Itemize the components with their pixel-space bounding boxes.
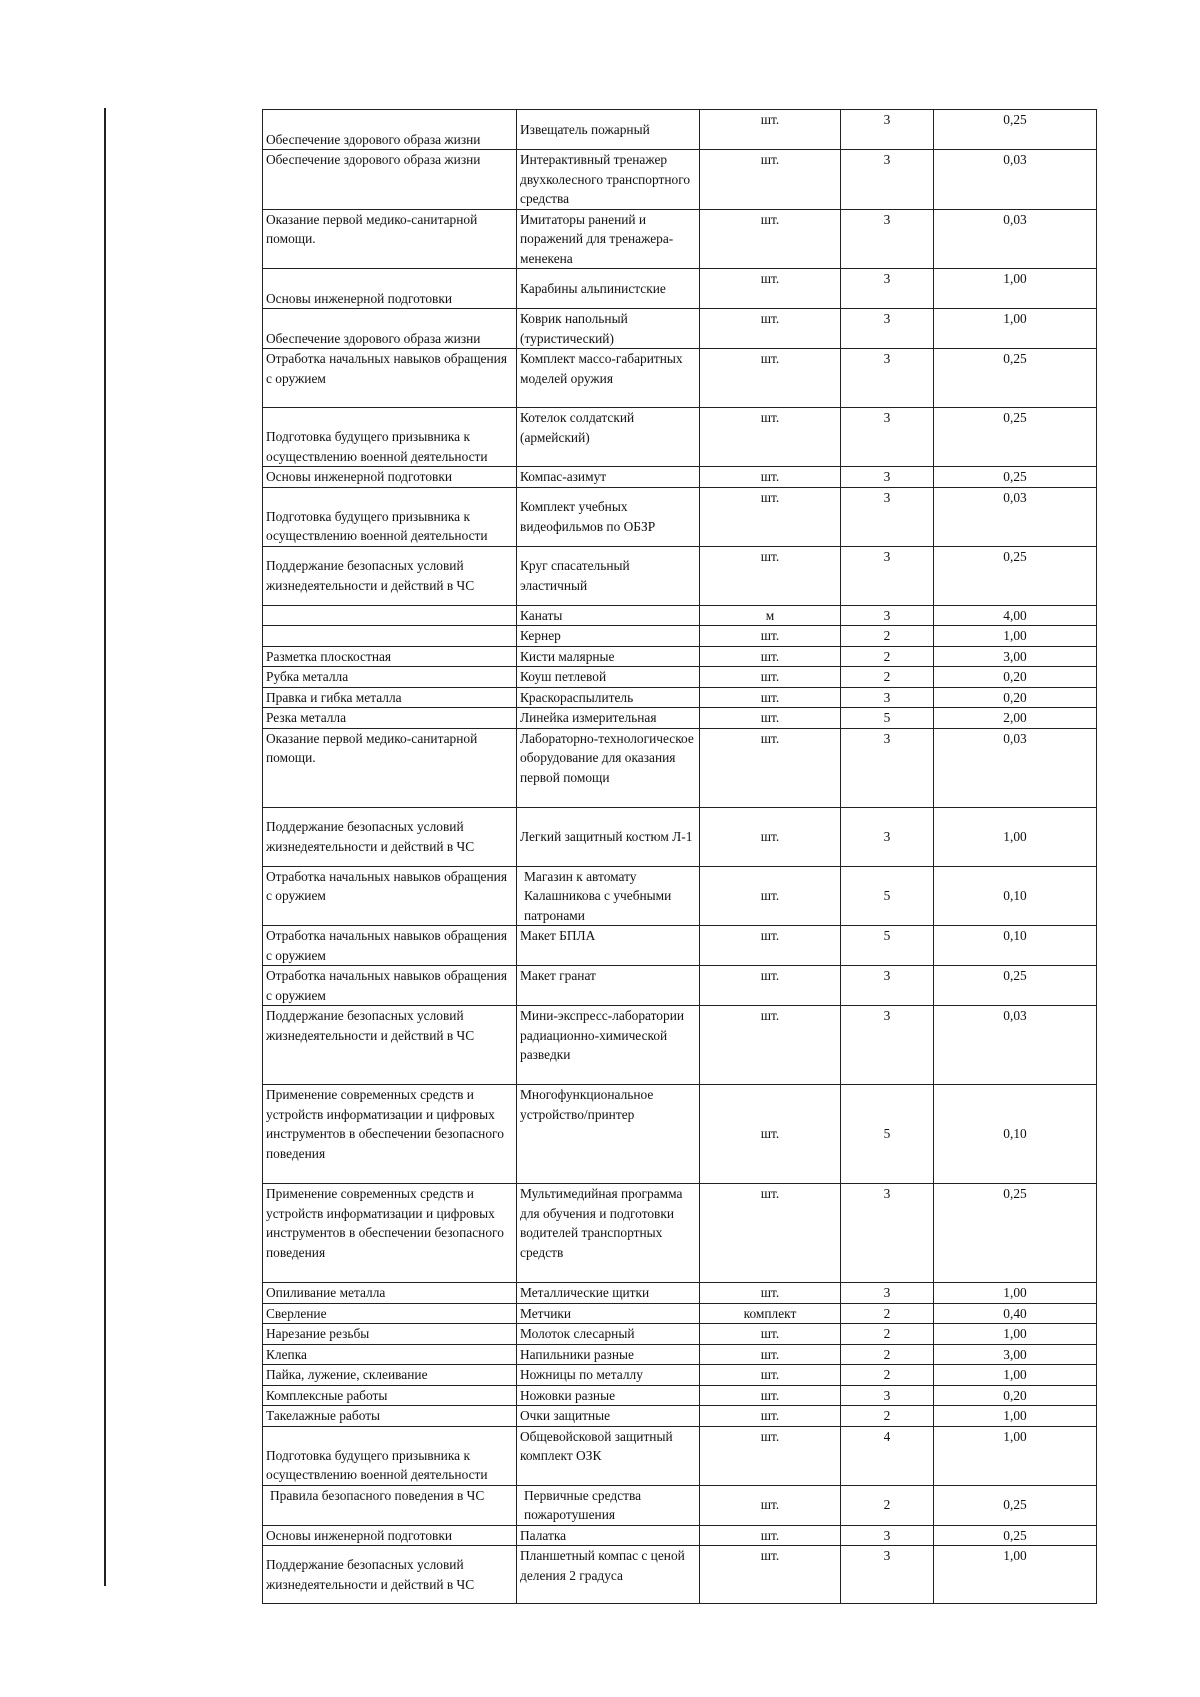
item-cell: Линейка измерительная [517, 708, 700, 729]
unit-cell: шт. [700, 626, 841, 647]
item-cell: Планшетный компас с ценой деления 2 градуса [517, 1546, 700, 1604]
unit-cell: шт. [700, 110, 841, 150]
norm-cell: 0,20 [934, 687, 1097, 708]
quantity-cell: 2 [841, 667, 934, 688]
table-row [263, 966, 1097, 1006]
table-row [263, 1085, 1097, 1184]
table-row [263, 687, 1097, 708]
quantity-cell: 3 [841, 1184, 934, 1283]
section-cell: Обеспечение здорового образа жизни [263, 110, 517, 150]
item-cell: Лабораторно-технологическое оборудование для оказания первой помощи [517, 728, 700, 807]
table-row [263, 1406, 1097, 1427]
table-row [263, 487, 1097, 546]
norm-cell: 0,25 [934, 546, 1097, 605]
unit-cell: комплект [700, 1303, 841, 1324]
unit-cell: шт. [700, 866, 841, 926]
quantity-cell: 3 [841, 728, 934, 807]
item-cell: Краскораспылитель [517, 687, 700, 708]
unit-cell: шт. [700, 667, 841, 688]
unit-cell: шт. [700, 687, 841, 708]
norm-cell: 1,00 [934, 1406, 1097, 1427]
norm-cell: 0,10 [934, 866, 1097, 926]
table-row [263, 866, 1097, 926]
unit-cell: шт. [700, 150, 841, 210]
section-cell: Поддержание безопасных условий жизнедеятельности и действий в ЧС [263, 546, 517, 605]
table-row [263, 1006, 1097, 1085]
item-cell: Ножовки разные [517, 1385, 700, 1406]
item-cell: Котелок солдатский (армейский) [517, 408, 700, 467]
item-cell: Интерактивный тренажер двухколесного транспортного средства [517, 150, 700, 210]
table-row [263, 1283, 1097, 1304]
table-row [263, 605, 1097, 626]
item-cell: Кисти малярные [517, 646, 700, 667]
norm-cell: 0,20 [934, 1385, 1097, 1406]
unit-cell: шт. [700, 1344, 841, 1365]
table-row [263, 209, 1097, 269]
table-row [263, 1385, 1097, 1406]
section-cell: Опиливание металла [263, 1283, 517, 1304]
unit-cell: шт. [700, 708, 841, 729]
quantity-cell: 2 [841, 1344, 934, 1365]
norm-cell: 0,25 [934, 408, 1097, 467]
item-cell: Мини-экспресс-лаборатории радиационно-химической разведки [517, 1006, 700, 1085]
section-cell: Оказание первой медико-санитарной помощи. [263, 728, 517, 807]
quantity-cell: 3 [841, 209, 934, 269]
item-cell: Мультимедийная программа для обучения и подготовки водителей транспортных средств [517, 1184, 700, 1283]
table-row [263, 667, 1097, 688]
quantity-cell: 3 [841, 269, 934, 309]
section-cell: Обеспечение здорового образа жизни [263, 150, 517, 210]
unit-cell: шт. [700, 807, 841, 866]
norm-cell: 1,00 [934, 626, 1097, 647]
norm-cell: 0,25 [934, 1485, 1097, 1525]
table-row [263, 1426, 1097, 1485]
section-cell: Основы инженерной подготовки [263, 269, 517, 309]
item-cell: Макет БПЛА [517, 926, 700, 966]
norm-cell: 3,00 [934, 646, 1097, 667]
section-cell: Обеспечение здорового образа жизни [263, 309, 517, 349]
table-row [263, 467, 1097, 488]
section-cell: Отработка начальных навыков обращения с оружием [263, 349, 517, 408]
unit-cell: шт. [700, 1426, 841, 1485]
section-cell [263, 605, 517, 626]
norm-cell: 0,25 [934, 349, 1097, 408]
quantity-cell: 3 [841, 605, 934, 626]
quantity-cell: 2 [841, 646, 934, 667]
item-cell: Молоток слесарный [517, 1324, 700, 1345]
section-cell: Основы инженерной подготовки [263, 1525, 517, 1546]
table-row [263, 1365, 1097, 1386]
quantity-cell: 2 [841, 626, 934, 647]
table-row [263, 1303, 1097, 1324]
unit-cell: шт. [700, 1525, 841, 1546]
quantity-cell: 5 [841, 1085, 934, 1184]
norm-cell: 0,25 [934, 1184, 1097, 1283]
item-cell: Компас-азимут [517, 467, 700, 488]
quantity-cell: 3 [841, 1546, 934, 1604]
table-row [263, 150, 1097, 210]
unit-cell: шт. [700, 1546, 841, 1604]
quantity-cell: 3 [841, 349, 934, 408]
norm-cell: 0,03 [934, 1006, 1097, 1085]
item-cell: Палатка [517, 1525, 700, 1546]
norm-cell: 1,00 [934, 1283, 1097, 1304]
table-row [263, 728, 1097, 807]
table-row [263, 646, 1097, 667]
section-cell: Оказание первой медико-санитарной помощи. [263, 209, 517, 269]
item-cell: Ножницы по металлу [517, 1365, 700, 1386]
section-cell: Комплексные работы [263, 1385, 517, 1406]
item-cell: Очки защитные [517, 1406, 700, 1427]
section-cell: Сверление [263, 1303, 517, 1324]
section-cell: Отработка начальных навыков обращения с оружием [263, 926, 517, 966]
norm-cell: 1,00 [934, 807, 1097, 866]
table-row [263, 349, 1097, 408]
section-cell: Применение современных средств и устройств информатизации и цифровых инструментов в обеспечении безопасного поведения [263, 1184, 517, 1283]
unit-cell: шт. [700, 269, 841, 309]
quantity-cell: 3 [841, 408, 934, 467]
item-cell: Первичные средства пожаротушения [517, 1485, 700, 1525]
section-cell: Нарезание резьбы [263, 1324, 517, 1345]
table-row [263, 408, 1097, 467]
norm-cell: 0,25 [934, 467, 1097, 488]
norm-cell: 0,40 [934, 1303, 1097, 1324]
table-row [263, 807, 1097, 866]
unit-cell: шт. [700, 1283, 841, 1304]
item-cell: Многофункциональное устройство/принтер [517, 1085, 700, 1184]
quantity-cell: 3 [841, 966, 934, 1006]
unit-cell: м [700, 605, 841, 626]
unit-cell: шт. [700, 487, 841, 546]
item-cell: Комплект учебных видеофильмов по ОБЗР [517, 487, 700, 546]
item-cell: Общевойсковой защитный комплект ОЗК [517, 1426, 700, 1485]
quantity-cell: 3 [841, 487, 934, 546]
section-cell: Применение современных средств и устройств информатизации и цифровых инструментов в обеспечении безопасного поведения [263, 1085, 517, 1184]
unit-cell: шт. [700, 309, 841, 349]
table-row [263, 309, 1097, 349]
unit-cell: шт. [700, 1324, 841, 1345]
item-cell: Напильники разные [517, 1344, 700, 1365]
norm-cell: 0,03 [934, 487, 1097, 546]
unit-cell: шт. [700, 646, 841, 667]
table-row [263, 926, 1097, 966]
norm-cell: 1,00 [934, 1426, 1097, 1485]
norm-cell: 0,25 [934, 110, 1097, 150]
section-cell: Пайка, лужение, склеивание [263, 1365, 517, 1386]
section-cell: Поддержание безопасных условий жизнедеятельности и действий в ЧС [263, 1006, 517, 1085]
item-cell: Извещатель пожарный [517, 110, 700, 150]
norm-cell: 3,00 [934, 1344, 1097, 1365]
section-cell: Резка металла [263, 708, 517, 729]
section-cell: Разметка плоскостная [263, 646, 517, 667]
quantity-cell: 3 [841, 309, 934, 349]
unit-cell: шт. [700, 966, 841, 1006]
quantity-cell: 3 [841, 1385, 934, 1406]
section-cell: Отработка начальных навыков обращения с оружием [263, 966, 517, 1006]
item-cell: Карабины альпинистские [517, 269, 700, 309]
item-cell: Легкий защитный костюм Л-1 [517, 807, 700, 866]
table-row [263, 1324, 1097, 1345]
unit-cell: шт. [700, 728, 841, 807]
unit-cell: шт. [700, 546, 841, 605]
item-cell: Магазин к автомату Калашникова с учебными патронами [517, 866, 700, 926]
section-cell: Такелажные работы [263, 1406, 517, 1427]
unit-cell: шт. [700, 209, 841, 269]
quantity-cell: 3 [841, 1006, 934, 1085]
table-row [263, 626, 1097, 647]
unit-cell: шт. [700, 1085, 841, 1184]
section-cell: Отработка начальных навыков обращения с оружием [263, 866, 517, 926]
quantity-cell: 3 [841, 467, 934, 488]
item-cell: Металлические щитки [517, 1283, 700, 1304]
unit-cell: шт. [700, 926, 841, 966]
norm-cell: 0,10 [934, 926, 1097, 966]
norm-cell: 0,03 [934, 209, 1097, 269]
norm-cell: 1,00 [934, 1365, 1097, 1386]
quantity-cell: 2 [841, 1365, 934, 1386]
section-cell: Поддержание безопасных условий жизнедеятельности и действий в ЧС [263, 807, 517, 866]
norm-cell: 0,25 [934, 1525, 1097, 1546]
norm-cell: 0,03 [934, 728, 1097, 807]
item-cell: Канаты [517, 605, 700, 626]
norm-cell: 0,10 [934, 1085, 1097, 1184]
unit-cell: шт. [700, 408, 841, 467]
item-cell: Коврик напольный (туристический) [517, 309, 700, 349]
unit-cell: шт. [700, 1184, 841, 1283]
quantity-cell: 2 [841, 1324, 934, 1345]
section-cell [263, 626, 517, 647]
binding-margin-line [104, 108, 106, 1586]
quantity-cell: 5 [841, 866, 934, 926]
unit-cell: шт. [700, 1406, 841, 1427]
norm-cell: 0,20 [934, 667, 1097, 688]
table-row [263, 546, 1097, 605]
norm-cell: 1,00 [934, 269, 1097, 309]
item-cell: Имитаторы ранений и поражений для тренажера-менекена [517, 209, 700, 269]
norm-cell: 0,03 [934, 150, 1097, 210]
quantity-cell: 2 [841, 1485, 934, 1525]
quantity-cell: 3 [841, 1525, 934, 1546]
item-cell: Макет гранат [517, 966, 700, 1006]
section-cell: Правила безопасного поведения в ЧС [263, 1485, 517, 1525]
unit-cell: шт. [700, 1365, 841, 1386]
equipment-table [262, 109, 1097, 1604]
unit-cell: шт. [700, 349, 841, 408]
norm-cell: 0,25 [934, 966, 1097, 1006]
norm-cell: 2,00 [934, 708, 1097, 729]
quantity-cell: 2 [841, 1406, 934, 1427]
norm-cell: 1,00 [934, 309, 1097, 349]
table-row [263, 110, 1097, 150]
section-cell: Основы инженерной подготовки [263, 467, 517, 488]
table-row [263, 708, 1097, 729]
quantity-cell: 3 [841, 546, 934, 605]
section-cell: Рубка металла [263, 667, 517, 688]
table-row [263, 1525, 1097, 1546]
quantity-cell: 3 [841, 687, 934, 708]
item-cell: Метчики [517, 1303, 700, 1324]
quantity-cell: 3 [841, 150, 934, 210]
unit-cell: шт. [700, 1485, 841, 1525]
unit-cell: шт. [700, 1385, 841, 1406]
section-cell: Подготовка будущего призывника к осуществлению военной деятельности [263, 1426, 517, 1485]
quantity-cell: 2 [841, 1303, 934, 1324]
quantity-cell: 5 [841, 708, 934, 729]
table-row [263, 1485, 1097, 1525]
quantity-cell: 3 [841, 1283, 934, 1304]
item-cell: Круг спасательный эластичный [517, 546, 700, 605]
item-cell: Коуш петлевой [517, 667, 700, 688]
quantity-cell: 4 [841, 1426, 934, 1485]
quantity-cell: 3 [841, 110, 934, 150]
quantity-cell: 5 [841, 926, 934, 966]
unit-cell: шт. [700, 467, 841, 488]
table-row [263, 269, 1097, 309]
section-cell: Правка и гибка металла [263, 687, 517, 708]
section-cell: Подготовка будущего призывника к осуществлению военной деятельности [263, 487, 517, 546]
norm-cell: 4,00 [934, 605, 1097, 626]
table-row [263, 1546, 1097, 1604]
item-cell: Комплект массо-габаритных моделей оружия [517, 349, 700, 408]
table-row [263, 1344, 1097, 1365]
section-cell: Поддержание безопасных условий жизнедеятельности и действий в ЧС [263, 1546, 517, 1604]
table-row [263, 1184, 1097, 1283]
item-cell: Кернер [517, 626, 700, 647]
unit-cell: шт. [700, 1006, 841, 1085]
norm-cell: 1,00 [934, 1324, 1097, 1345]
norm-cell: 1,00 [934, 1546, 1097, 1604]
quantity-cell: 3 [841, 807, 934, 866]
section-cell: Клепка [263, 1344, 517, 1365]
section-cell: Подготовка будущего призывника к осуществлению военной деятельности [263, 408, 517, 467]
